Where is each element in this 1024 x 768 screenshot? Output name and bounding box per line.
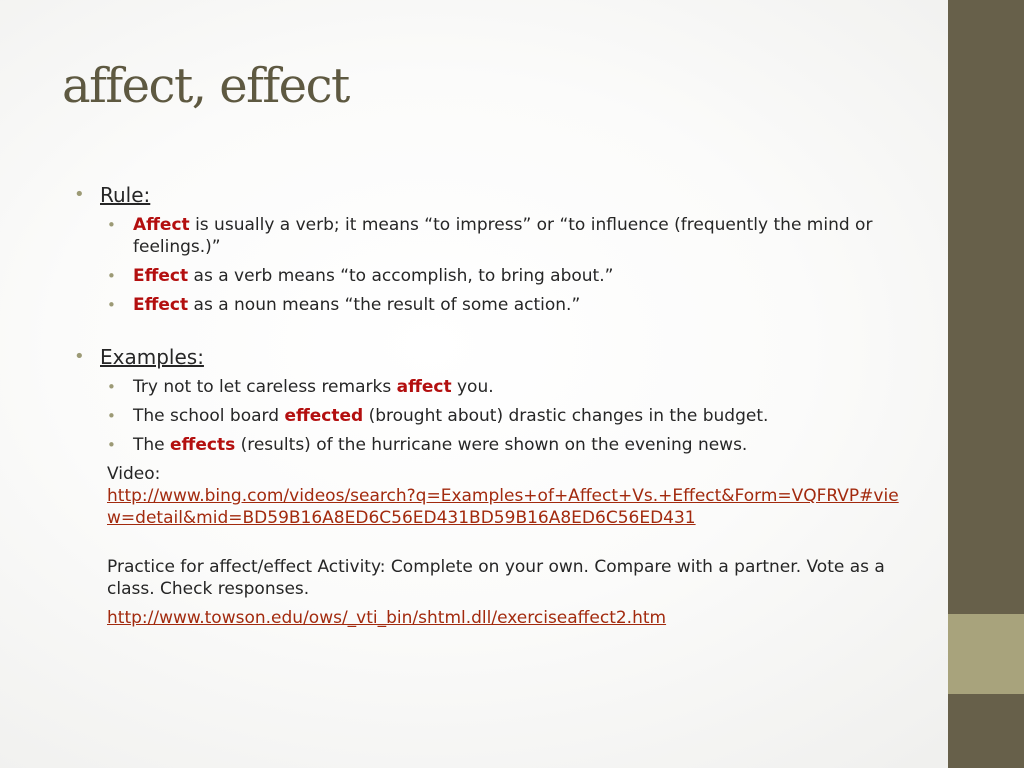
example-text-post: (brought about) drastic changes in the budget. <box>363 406 769 426</box>
bullet-icon: • <box>74 184 85 205</box>
slide-title: affect, effect <box>62 58 349 114</box>
rule-label: Rule: <box>100 183 151 207</box>
keyword: affect <box>396 377 452 397</box>
rule-text: is usually a verb; it means “to impress” or “to influence (frequently the mind or feelings.)” <box>133 215 873 257</box>
example-item <box>74 376 904 398</box>
example-text-pre: The <box>133 435 171 455</box>
examples-section <box>74 344 904 456</box>
example-text-post: you. <box>451 377 494 397</box>
bullet-icon: • <box>107 216 116 234</box>
keyword: Effect <box>133 266 189 286</box>
video-link[interactable]: http://www.bing.com/videos/search?q=Examples+of+Affect+Vs.+Effect&Form=VQFRVP#view=detail&mid=BD59B16A8ED6C56ED431BD59B16A8ED6C56ED431 <box>107 486 899 528</box>
sidebar-accent-block <box>948 614 1024 694</box>
bullet-icon: • <box>107 407 116 425</box>
video-label: Video: <box>107 464 161 484</box>
bullet-icon: • <box>107 267 116 285</box>
example-item <box>74 405 904 427</box>
keyword: Effect <box>133 295 189 315</box>
rule-item <box>74 294 904 316</box>
bullet-icon: • <box>107 378 116 396</box>
example-item <box>74 434 904 456</box>
rule-item <box>74 265 904 287</box>
rule-item <box>74 214 904 258</box>
rule-text: as a verb means “to accomplish, to bring about.” <box>188 266 614 286</box>
bullet-icon: • <box>74 346 85 367</box>
practice-link-block <box>107 607 904 629</box>
keyword: effects <box>170 435 236 455</box>
rule-heading <box>74 182 904 208</box>
rule-section <box>74 182 904 316</box>
practice-text: Practice for affect/effect Activity: Complete on your own. Compare with a partner. Vote as a class. Check responses. <box>107 557 885 599</box>
rule-text: as a noun means “the result of some action.” <box>188 295 581 315</box>
examples-heading <box>74 344 904 370</box>
keyword: Affect <box>133 215 190 235</box>
example-text-pre: Try not to let careless remarks <box>133 377 397 397</box>
bullet-icon: • <box>107 436 116 454</box>
practice-link[interactable]: http://www.towson.edu/ows/_vti_bin/shtml.dll/exerciseaffect2.htm <box>107 608 667 628</box>
example-text-pre: The school board <box>133 406 285 426</box>
examples-label: Examples: <box>100 345 204 369</box>
bullet-icon: • <box>107 296 116 314</box>
keyword: effected <box>284 406 364 426</box>
example-text-post: (results) of the hurricane were shown on the evening news. <box>235 435 748 455</box>
video-block <box>107 463 904 529</box>
slide-content <box>74 182 904 629</box>
